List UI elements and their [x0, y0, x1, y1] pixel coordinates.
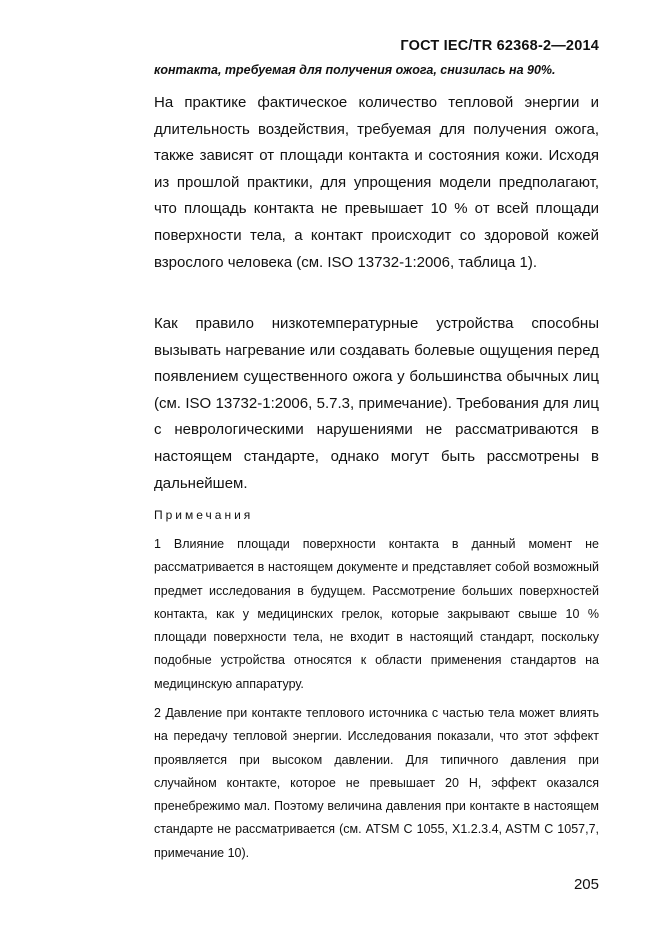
standard-header: ГОСТ IEC/TR 62368-2—2014	[400, 38, 599, 54]
notes-heading: Примечания	[154, 508, 254, 522]
page-number: 205	[573, 876, 599, 893]
body-paragraph-2: Как правило низкотемпературные устройства способны вызывать нагревание или создавать болевые ощущения перед появлением существенного ожога у большинства обычных лиц (см. ISO 13732-1:2006, 5.7.3, примечание). Требования для лиц с неврологическими нарушениями не рассматриваются в настоящем стандарте, однако могут быть рассмотрены в дальнейшем.	[154, 315, 599, 492]
body-paragraph-1: На практике фактическое количество тепловой энергии и длительность воздействия, требуемая для получения ожога, также зависят от площади контакта и состояния кожи. Исходя из прошлой практики, для упрощения модели предполагают, что площадь контакта не превышает 10 % от всей площади поверхности тела, а контакт происходит со здоровой кожей взрослого человека (см. ISO 13732-1:2006, таблица 1).	[154, 94, 599, 271]
note-1: 1 Влияние площади поверхности контакта в данный момент не рассматривается в настоящем документе и представляет собой возможный предмет исследования в будущем. Рассмотрение больших поверхностей контакта, как у медицинских грелок, которые закрывают свыше 10 % площади поверхности тела, не входит в настоящий стандарт, поскольку подобные устройства относятся к области применения стандартов на медицинскую аппаратуру.	[154, 537, 599, 691]
note-2: 2 Давление при контакте теплового источника с частью тела может влиять на передачу тепловой энергии. Исследования показали, что этот эффект проявляется при высоком давлении. Для типичного давления при случайном контакте, которое не превышает 20 Н, эффект оказался пренебрежимо мал. Поэтому величина давления при контакте в настоящем стандарте не рассматривается (см. ATSM C 1055, X1.2.3.4, ASTM C 1057,7, примечание 10).	[154, 706, 599, 860]
continuation-line: контакта, требуемая для получения ожога, снизилась на 90%.	[154, 63, 556, 77]
